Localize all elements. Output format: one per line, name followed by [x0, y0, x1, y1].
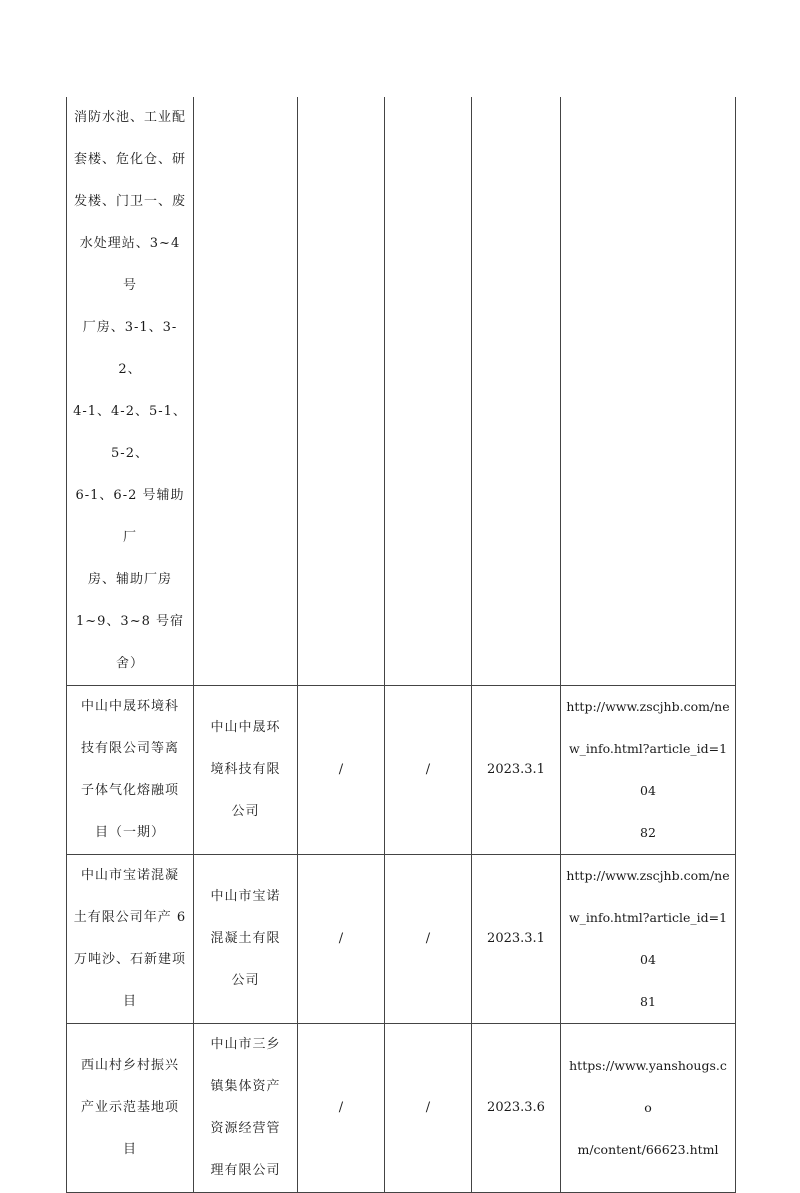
table-row: [67, 686, 736, 855]
url-link[interactable]: w_info.html?article_id=104: [568, 741, 728, 798]
url-link[interactable]: https://www.yanshougs.co: [569, 1058, 727, 1115]
url-link[interactable]: 81: [640, 994, 656, 1009]
project-name-cell: 中山中晟环境科 技有限公司等离 子体气化熔融项 目（一期）: [67, 686, 194, 855]
url-link[interactable]: 82: [640, 825, 656, 840]
col3-cell: [298, 97, 385, 686]
col4-cell: /: [385, 1024, 472, 1193]
company-cell: 中山市三乡 镇集体资产 资源经营管 理有限公司: [194, 1024, 298, 1193]
project-name-cell: 西山村乡村振兴 产业示范基地项 目: [67, 1024, 194, 1193]
col4-cell: /: [385, 686, 472, 855]
project-name-cell: 消防水池、工业配 套楼、危化仓、研 发楼、门卫一、废 水处理站、3~4 号 厂房、3-1、3-2、 4-1、4-2、5-1、5-2、 6-1、6-2 号辅助厂 房、辅助厂房 1~9、3~8 号宿舍）: [67, 97, 194, 686]
date-cell: 2023.3.1: [472, 686, 561, 855]
url-cell: [561, 97, 736, 686]
url-cell: [561, 686, 736, 855]
url-link[interactable]: w_info.html?article_id=104: [568, 910, 728, 967]
company-cell: [194, 97, 298, 686]
project-name-cell: 中山市宝诺混凝 土有限公司年产 6 万吨沙、石新建项 目: [67, 855, 194, 1024]
table-row: [67, 97, 736, 686]
date-cell: 2023.3.1: [472, 855, 561, 1024]
date-cell: [472, 97, 561, 686]
project-table: [66, 97, 736, 1193]
company-cell: 中山市宝诺 混凝土有限 公司: [194, 855, 298, 1024]
col4-cell: /: [385, 855, 472, 1024]
date-cell: 2023.3.6: [472, 1024, 561, 1193]
url-link[interactable]: http://www.zscjhb.com/ne: [566, 699, 730, 714]
col4-cell: [385, 97, 472, 686]
table-row: [67, 855, 736, 1024]
col3-cell: /: [298, 855, 385, 1024]
url-cell: [561, 1024, 736, 1193]
company-cell: 中山中晟环 境科技有限 公司: [194, 686, 298, 855]
table-row: [67, 1024, 736, 1193]
url-cell: [561, 855, 736, 1024]
col3-cell: /: [298, 1024, 385, 1193]
url-link[interactable]: m/content/66623.html: [577, 1142, 719, 1157]
url-link[interactable]: http://www.zscjhb.com/ne: [566, 868, 730, 883]
col3-cell: /: [298, 686, 385, 855]
